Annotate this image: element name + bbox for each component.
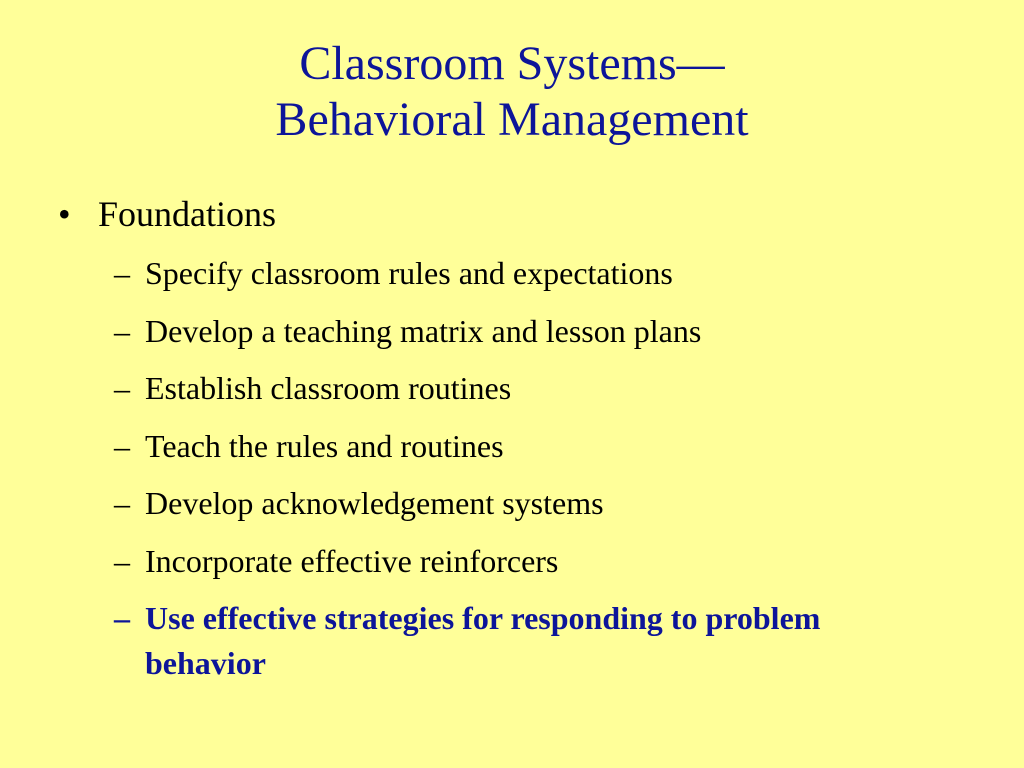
title-line-1: Classroom Systems— [299,37,725,90]
list-item-text: Develop a teaching matrix and lesson plans [145,312,702,349]
list-item [114,483,874,541]
bullet-marker: • [58,194,71,234]
list-item-text: Incorporate effective reinforcers [145,542,559,579]
list-item [114,426,874,484]
dash-marker: – [114,312,130,349]
dash-marker: – [114,255,130,291]
title-line-2: Behavioral Management [275,93,749,146]
dash-marker: – [114,485,130,521]
list-item-text: Establish classroom routines [145,370,512,406]
list-item [114,541,874,599]
bullet-label: Foundations [98,194,277,234]
list-item-emphasized [114,596,874,686]
list-item [114,368,874,426]
main-bullet [58,190,276,238]
dash-marker: – [114,600,130,636]
list-item-text: Use effective strategies for responding to problem behavior [145,600,821,681]
list-item-text: Develop acknowledgement systems [145,485,604,521]
dash-marker: – [114,542,130,579]
dash-marker: – [114,427,130,464]
list-item-text: Specify classroom rules and expectations [145,255,673,291]
list-item [114,311,874,369]
list-item [114,253,874,311]
list-item-text: Teach the rules and routines [145,427,504,464]
dash-marker: – [114,370,130,406]
slide-title [0,36,1024,148]
sub-bullet-list [114,253,874,686]
